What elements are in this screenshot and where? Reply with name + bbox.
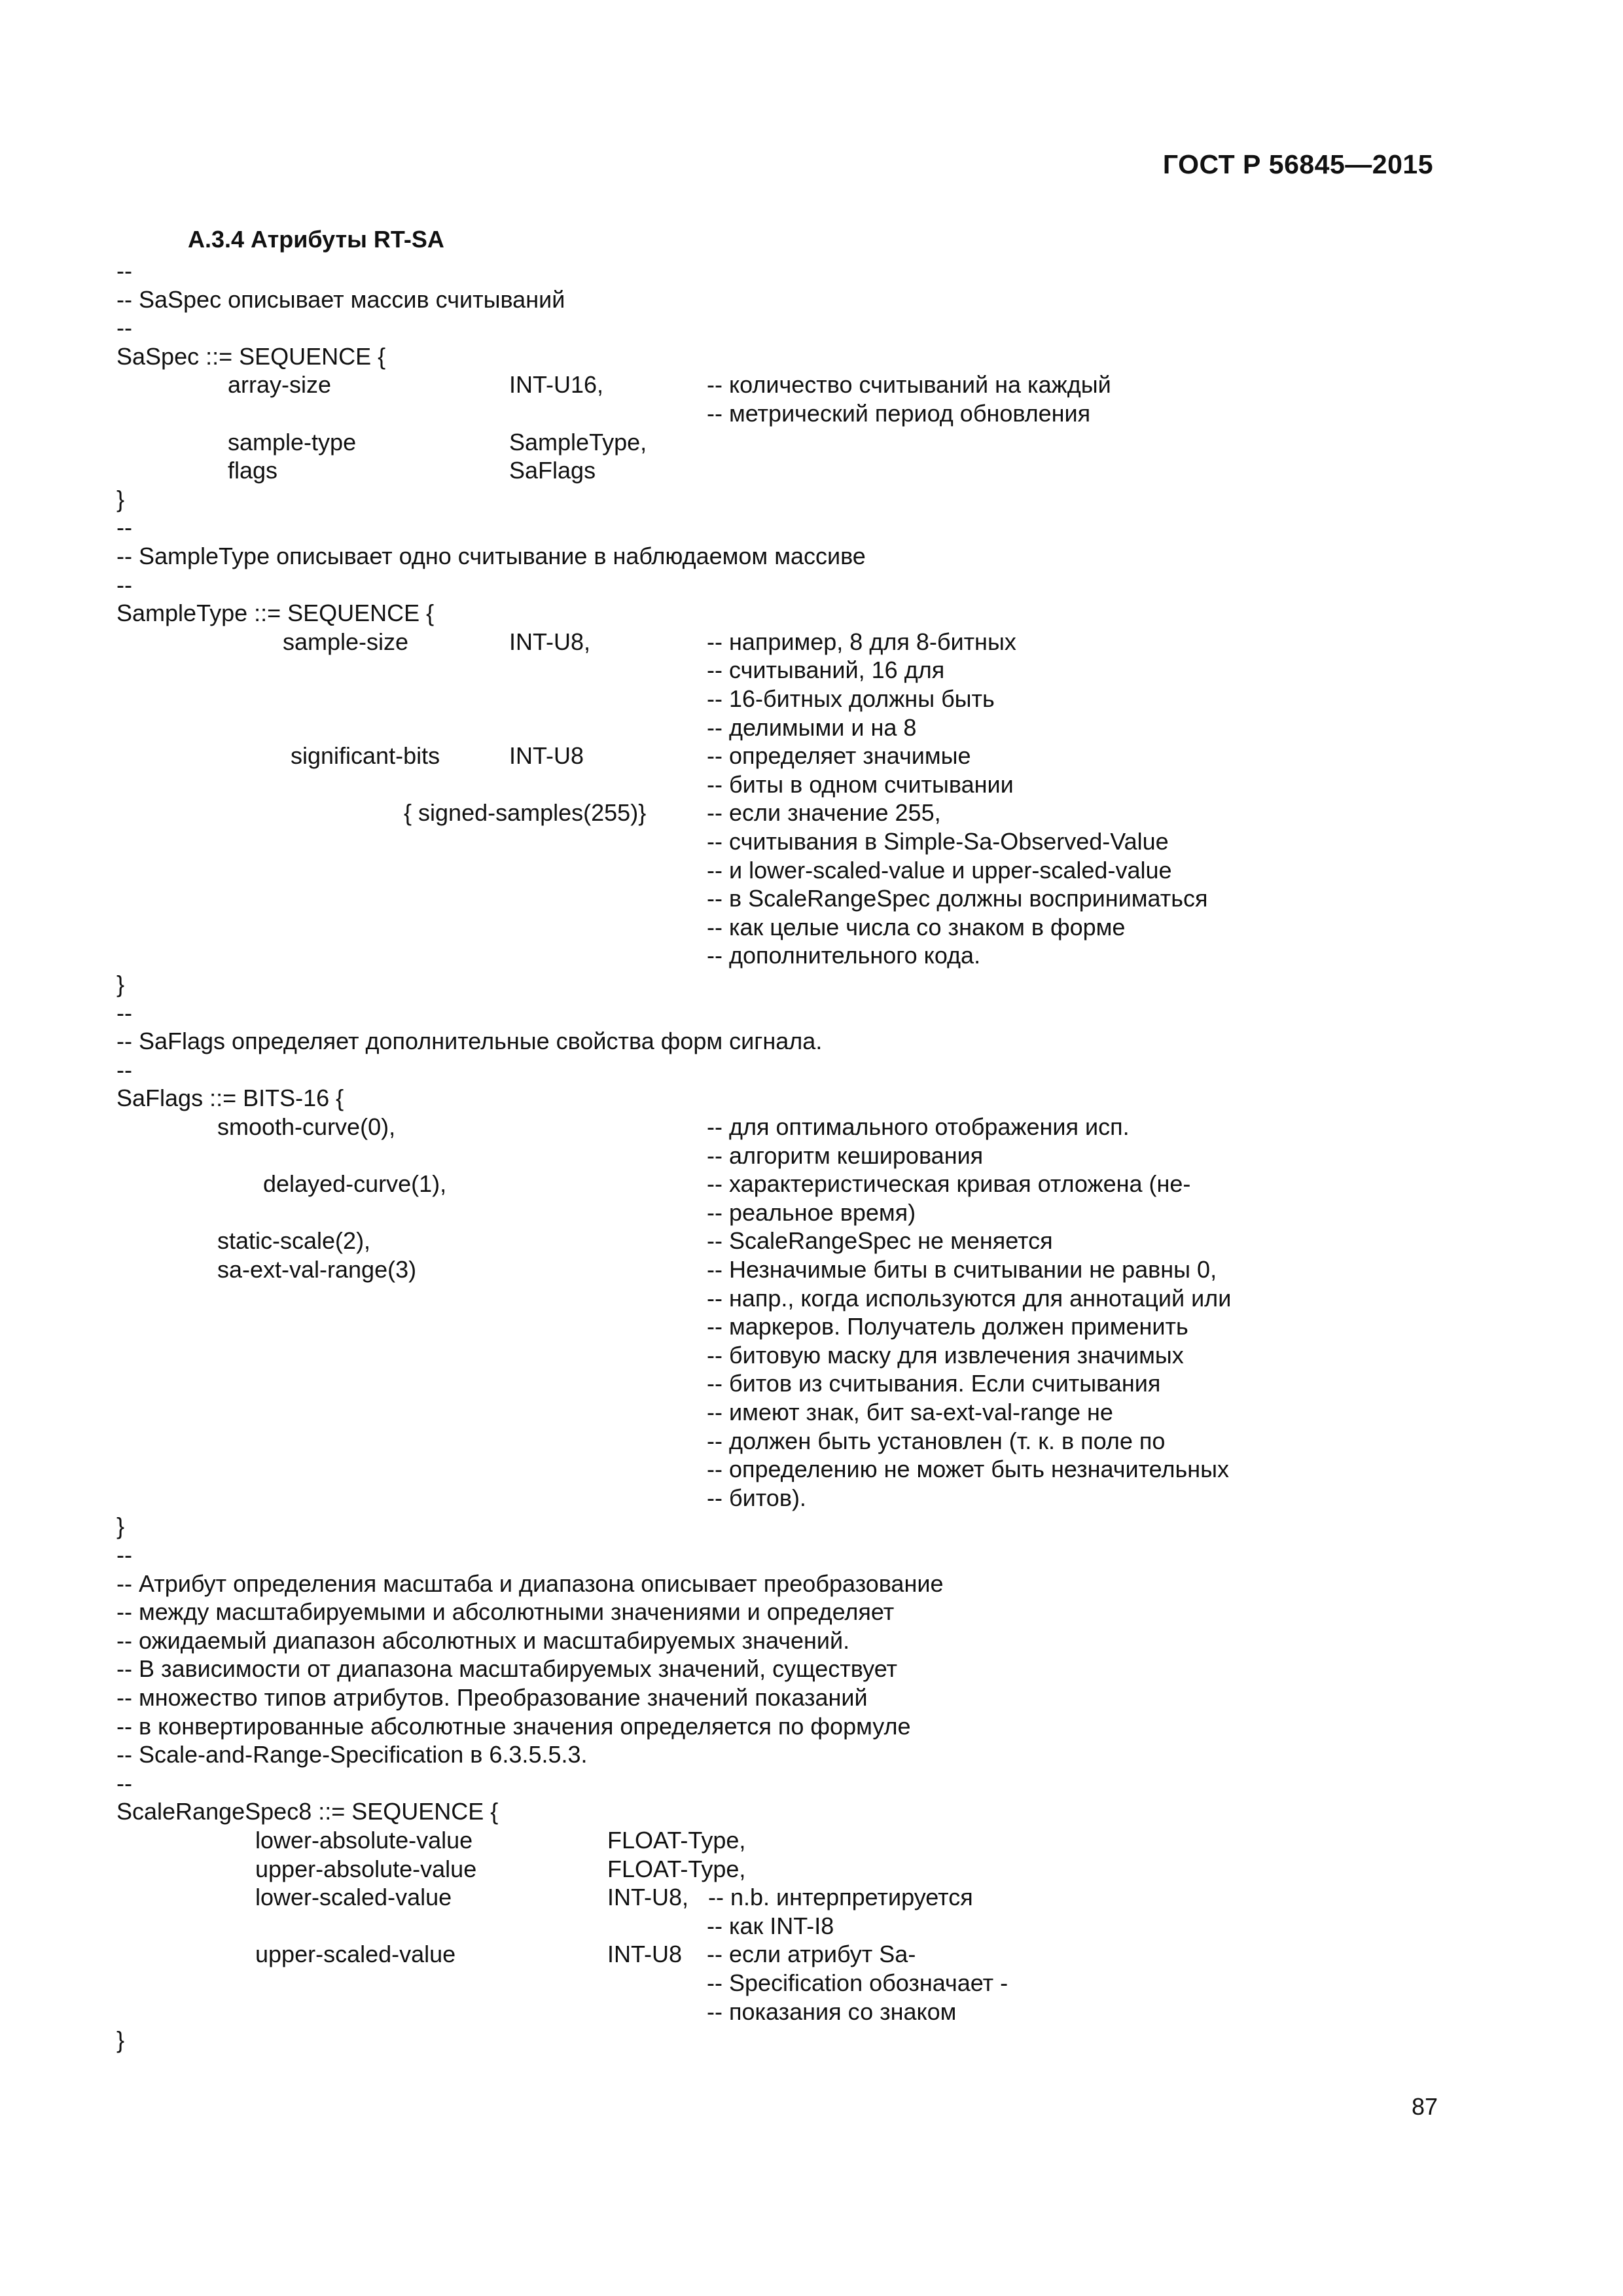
code-line-segment: -- биты в одном считывании — [707, 771, 1014, 798]
code-line-segment: -- Атрибут определения масштаба и диапазона описывает преобразование — [116, 1570, 944, 1597]
code-line-segment: -- в ScaleRangeSpec должны восприниматься — [707, 885, 1208, 912]
code-line-segment: INT-U8, — [509, 628, 591, 655]
code-line-segment: -- битов). — [707, 1484, 806, 1511]
code-line-segment: FLOAT-Type, — [607, 1827, 746, 1854]
code-line-segment: significant-bits — [291, 742, 440, 769]
code-line-segment: -- напр., когда используются для аннотаций или — [707, 1285, 1232, 1312]
code-line-segment: -- показания со знаком — [707, 1998, 957, 2025]
code-line-segment: -- битов из считывания. Если считывания — [707, 1370, 1161, 1397]
code-line-segment: FLOAT-Type, — [607, 1856, 746, 1882]
code-line-segment: SaSpec ::= SEQUENCE { — [116, 343, 386, 370]
code-line-segment: upper-scaled-value — [255, 1941, 456, 1967]
code-line-segment: -- Незначимые биты в считывании не равны 0, — [707, 1256, 1217, 1283]
code-line-segment: -- имеют знак, бит sa-ext-val-range не — [707, 1399, 1113, 1426]
code-line-segment: SaFlags ::= BITS-16 { — [116, 1085, 344, 1111]
code-line-segment: -- SaFlags определяет дополнительные свойства форм сигнала. — [116, 1028, 823, 1054]
code-line-segment: array-size — [228, 371, 332, 398]
code-line-segment: -- SaSpec описывает массив считываний — [116, 286, 565, 313]
code-line-segment: SampleType, — [509, 429, 647, 456]
code-line-segment: -- — [116, 257, 132, 284]
code-line-segment: -- определению не может быть незначительных — [707, 1456, 1230, 1482]
code-line-segment: sample-type — [228, 429, 357, 456]
code-line-segment: -- 16-битных должны быть — [707, 685, 995, 712]
code-line-segment: -- — [116, 999, 132, 1026]
code-line-segment: } — [116, 971, 125, 997]
code-line-segment: -- дополнительного кода. — [707, 942, 981, 969]
code-line-segment: -- ожидаемый диапазон абсолютных и масштабируемых значений. — [116, 1627, 850, 1654]
code-line-segment: } — [116, 486, 125, 512]
code-line-segment: lower-scaled-value — [255, 1884, 452, 1910]
code-line-segment: SampleType ::= SEQUENCE { — [116, 600, 435, 626]
code-line-segment: -- характеристическая кривая отложена (не- — [707, 1170, 1191, 1197]
code-line-segment: lower-absolute-value — [255, 1827, 473, 1854]
code-line-segment: -- если атрибут Sa- — [707, 1941, 916, 1967]
code-line-segment: sa-ext-val-range(3) — [217, 1256, 417, 1283]
code-line-segment: -- — [116, 1770, 132, 1797]
code-line-segment: -- Scale-and-Range-Specification в 6.3.5.5.3. — [116, 1741, 588, 1768]
code-line-segment: -- как целые числа со знаком в форме — [707, 914, 1126, 941]
code-line-segment: INT-U8, — [607, 1884, 689, 1910]
code-line-segment: -- SampleType описывает одно считывание в наблюдаемом массиве — [116, 543, 866, 569]
code-line-segment: -- определяет значимые — [707, 742, 971, 769]
code-line-segment: -- для оптимального отображения исп. — [707, 1113, 1130, 1140]
code-line-segment: -- — [116, 1056, 132, 1083]
code-line-segment: -- множество типов атрибутов. Преобразование значений показаний — [116, 1684, 868, 1711]
code-line-segment: -- — [116, 514, 132, 541]
code-line-segment: } — [116, 2026, 125, 2053]
code-line-segment: -- например, 8 для 8-битных — [707, 628, 1016, 655]
code-line-segment: -- должен быть установлен (т. к. в поле по — [707, 1427, 1166, 1454]
code-line-segment: -- считываний, 16 для — [707, 656, 945, 683]
code-line-segment: -- если значение 255, — [707, 799, 941, 826]
code-line-segment: smooth-curve(0), — [217, 1113, 396, 1140]
code-line-segment: -- маркеров. Получатель должен применить — [707, 1313, 1188, 1340]
code-line-segment: upper-absolute-value — [255, 1856, 477, 1882]
code-line-segment: -- как INT-I8 — [707, 1912, 834, 1939]
code-line-segment: -- реальное время) — [707, 1199, 916, 1226]
code-line-segment: -- считывания в Simple-Sa-Observed-Value — [707, 828, 1169, 855]
code-line-segment: -- n.b. интерпретируется — [708, 1884, 973, 1910]
code-line-segment: -- — [116, 571, 132, 598]
code-line-segment: { signed-samples(255)} — [404, 799, 647, 826]
code-line-segment: delayed-curve(1), — [263, 1170, 447, 1197]
code-line-segment: flags — [228, 457, 278, 484]
code-line-segment: ScaleRangeSpec8 ::= SEQUENCE { — [116, 1798, 499, 1825]
code-line-segment: -- и lower-scaled-value и upper-scaled-value — [707, 857, 1172, 884]
document-number-header: ГОСТ Р 56845—2015 — [1162, 149, 1433, 179]
code-line-segment: } — [116, 1513, 125, 1539]
page-number: 87 — [1412, 2093, 1438, 2120]
code-line-segment: -- Specification обозначает - — [707, 1969, 1008, 1996]
code-line-segment: -- количество считываний на каждый — [707, 371, 1111, 398]
code-line-segment: -- битовую маску для извлечения значимых — [707, 1342, 1184, 1369]
code-line-segment: INT-U8 — [607, 1941, 683, 1967]
code-line-segment: -- между масштабируемыми и абсолютными значениями и определяет — [116, 1598, 895, 1625]
code-line-segment: -- В зависимости от диапазона масштабируемых значений, существует — [116, 1655, 898, 1682]
code-line-segment: static-scale(2), — [217, 1227, 371, 1254]
code-line-segment: INT-U8 — [509, 742, 584, 769]
section-title: А.3.4 Атрибуты RT-SA — [188, 226, 444, 253]
code-line-segment: -- алгоритм кеширования — [707, 1142, 984, 1169]
code-line-segment: sample-size — [283, 628, 409, 655]
code-line-segment: -- метрический период обновления — [707, 400, 1091, 427]
code-line-segment: -- ScaleRangeSpec не меняется — [707, 1227, 1053, 1254]
code-line-segment: INT-U16, — [509, 371, 604, 398]
code-line-segment: -- в конвертированные абсолютные значения определяется по формуле — [116, 1713, 911, 1740]
code-line-segment: -- — [116, 314, 132, 341]
code-line-segment: SaFlags — [509, 457, 596, 484]
code-line-segment: -- — [116, 1541, 132, 1568]
code-line-segment: -- делимыми и на 8 — [707, 714, 917, 741]
